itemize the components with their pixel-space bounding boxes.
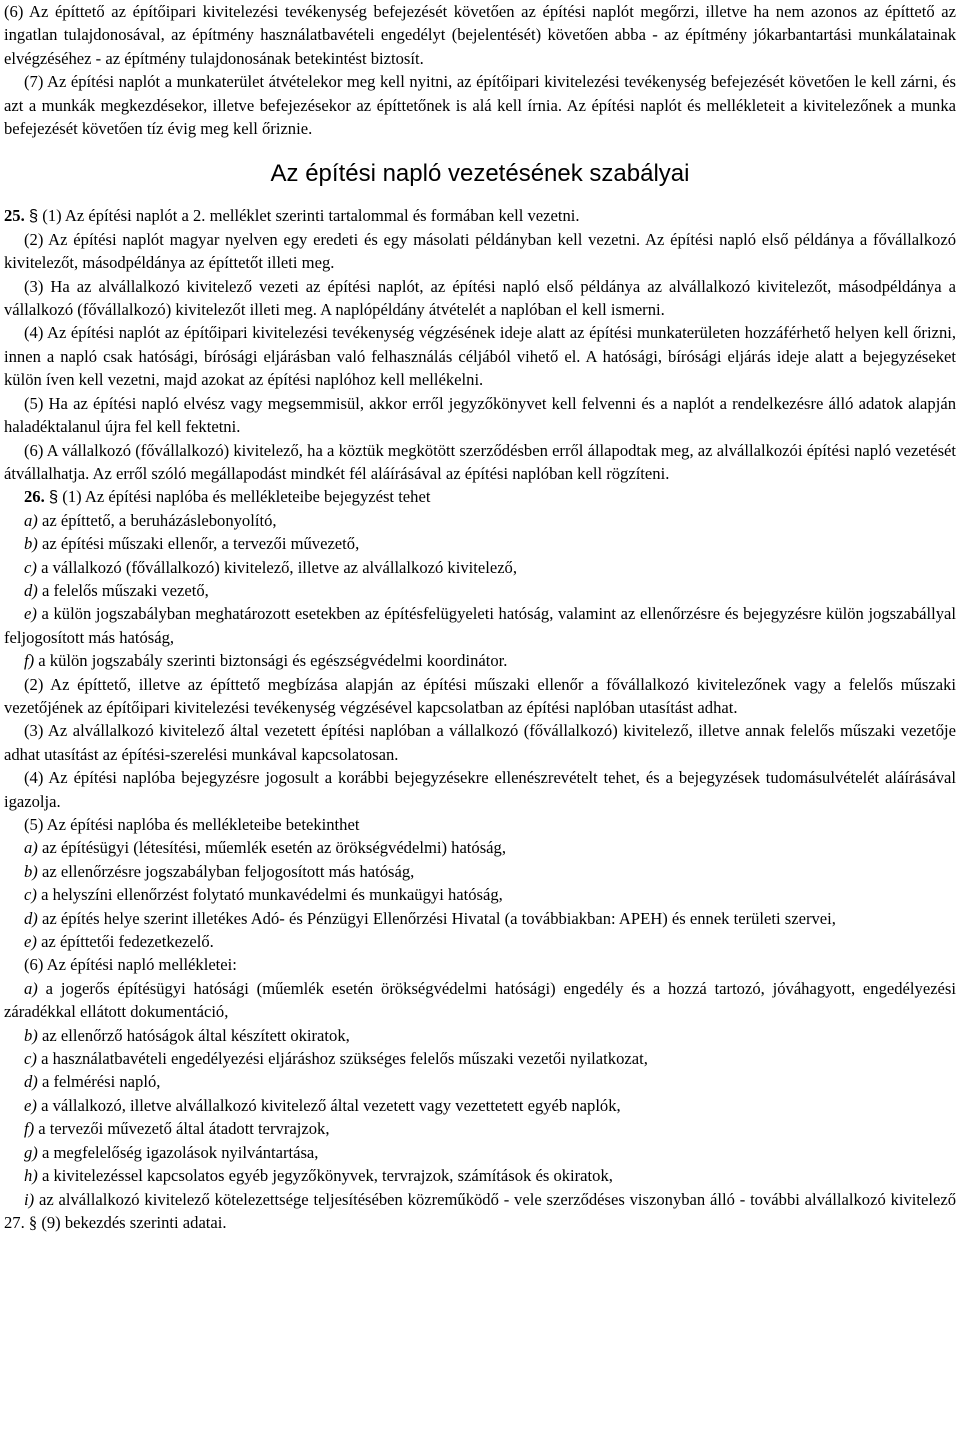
- list-letter: f): [24, 651, 35, 671]
- list-text: az ellenőrzésre jogszabályban feljogosított más hatóság,: [41, 861, 415, 881]
- list-letter: c): [24, 1049, 37, 1069]
- list-letter: f): [24, 1119, 35, 1139]
- list-item: [4, 1164, 956, 1187]
- list-text: az építésügyi (létesítési, műemlék esetén az örökségvédelmi) hatóság,: [41, 838, 506, 858]
- section-26-paragraph-4: (4) Az építési naplóba bejegyzésre jogosult a korábbi bejegyzésekre ellenészrevételt tehet, és a bejegyzések tudomásulvételét aláírásával igazolja.: [4, 768, 956, 811]
- list-letter: i): [24, 1189, 35, 1209]
- section-25-paragraph-4: (4) Az építési naplót az építőipari kivitelezési tevékenység végzésének ideje alatt az építési munkaterületen hozzáférhető helyen kell őrizni, innen a napló csak hatósági, bírósági eljárásban való felhasználás céljából vihető el. A hatósági, bírósági eljárás ideje alatt a bejegyzéseket külön íven kell vezetni, majd azokat az építési naplóhoz kell mellékelni.: [4, 323, 956, 390]
- section-25-paragraph-3: (3) Ha az alvállalkozó kivitelező vezeti az építési naplót, az építési napló első példánya az alvállalkozó kivitelezőt, másodpéldánya a vállalkozó (fővállalkozó) kivitelezőt illeti meg. A naplópéldány átvételét a naplóban el kell ismerni.: [4, 276, 956, 320]
- section-26-p1-text: (1) Az építési naplóba és mellékleteibe bejegyzést tehet: [62, 487, 431, 507]
- section-26-paragraph-6: (6) Az építési napló mellékletei:: [24, 955, 237, 975]
- list-item: [4, 1094, 956, 1117]
- section-25-number: 25.: [4, 206, 25, 226]
- list-item: [4, 579, 956, 602]
- list-item: [4, 1117, 956, 1140]
- list-text: az építési műszaki ellenőr, a tervezői művezető,: [41, 534, 360, 554]
- list-letter: h): [24, 1166, 38, 1186]
- section-25-paragraph-2: (2) Az építési naplót magyar nyelven egy eredeti és egy másolati példányban kell vezetni. Az építési napló első példánya a fővállalkozó kivitelezőt, másodpéldánya az építtetőt illeti meg.: [4, 229, 956, 273]
- list-item: [4, 649, 956, 672]
- section-heading: Az építési napló vezetésének szabályai: [270, 160, 690, 188]
- list-letter: d): [24, 1072, 38, 1092]
- list-item: [4, 1024, 956, 1047]
- list-item: [4, 1047, 956, 1070]
- list-text: a külön jogszabály szerinti biztonsági és egészségvédelmi koordinátor.: [38, 651, 508, 671]
- list-letter: d): [24, 908, 38, 928]
- list-item: [4, 509, 956, 532]
- list-letter: e): [24, 604, 37, 624]
- paragraph-6-top: (6) Az építtető az építőipari kivitelezési tevékenység befejezését követően az építési naplót megőrzi, illetve ha nem azonos az építtető az ingatlan tulajdonosával, az építmény használatbavételi engedélyt (bejelentését) követően abba - az építmény jókarbantartási munkálatainak elvégzéséhez - az építmény tulajdonosának betekintést biztosít.: [4, 2, 956, 68]
- list-item: [4, 836, 956, 859]
- list-item: [4, 907, 956, 930]
- list-text: a felmérési napló,: [41, 1072, 161, 1092]
- list-text: az alvállalkozó kivitelező kötelezettsége teljesítésében közreműködő - vele szerződéses viszonyban álló - további alvállalkozó kivitelező 27. § (9) bekezdés szerinti adatai.: [4, 1189, 956, 1232]
- list-letter: a): [24, 510, 38, 530]
- section-25-paragraph-5: (5) Ha az építési napló elvész vagy megsemmisül, akkor erről jegyzőkönyvet kell felvenni és a naplót a rendelkezésre álló adatok alapján haladéktalanul újra fel kell fektetni.: [4, 393, 956, 437]
- section-25-p1-text: (1) Az építési naplót a 2. melléklet szerinti tartalommal és formában kell vezetni.: [42, 206, 580, 226]
- list-letter: a): [24, 838, 38, 858]
- list-text: az építtető, a beruházáslebonyolító,: [41, 510, 277, 530]
- list-text: az építtetői fedezetkezelő.: [41, 932, 214, 952]
- section-26-number: 26.: [24, 487, 45, 507]
- list-text: a megfelelőség igazolások nyilvántartása,: [41, 1142, 319, 1162]
- list-letter: d): [24, 580, 38, 600]
- section-25-paragraph-1: [4, 204, 956, 227]
- list-item: [4, 602, 956, 649]
- list-text: a külön jogszabályban meghatározott esetekben az építésfelügyeleti hatóság, valamint az ellenőrzésre és bejegyzésre külön jogszabállyal feljogosított más hatóság,: [4, 604, 956, 647]
- list-text: a vállalkozó (fővállalkozó) kivitelező, illetve az alvállalkozó kivitelező,: [41, 557, 518, 577]
- list-letter: c): [24, 557, 37, 577]
- list-letter: e): [24, 1095, 37, 1115]
- list-item: [4, 1188, 956, 1235]
- list-text: az építés helye szerint illetékes Adó- és Pénzügyi Ellenőrzési Hivatal (a továbbiakban: APEH) és ennek területi szervei,: [41, 908, 836, 928]
- list-item: [4, 1141, 956, 1164]
- list-text: az ellenőrző hatóságok által készített okiratok,: [41, 1025, 350, 1045]
- list-text: a jogerős építésügyi hatósági (műemlék esetén örökségvédelmi hatósági) engedély és a hozzá tartozó, jóváhagyott, engedélyezési záradékkal ellátott dokumentáció,: [4, 978, 956, 1022]
- list-letter: c): [24, 885, 37, 905]
- section-26-paragraph-2: (2) Az építtető, illetve az építtető megbízása alapján az építési műszaki ellenőr a fővállalkozó kivitelezőnek vagy a felelős műszaki vezetőjének az építőipari kivitelezési tevékenység végzésével kapcsolatban az építési naplóban utasítást adhat.: [4, 674, 956, 717]
- list-text: a helyszíni ellenőrzést folytató munkavédelmi és munkaügyi hatóság,: [41, 885, 503, 905]
- list-item: [4, 1070, 956, 1093]
- list-letter: e): [24, 932, 37, 952]
- section-26-paragraph-1: [4, 485, 956, 508]
- list-text: a kivitelezéssel kapcsolatos egyéb jegyzőkönyvek, tervrajzok, számítások és okiratok,: [41, 1166, 613, 1186]
- list-item: [4, 556, 956, 579]
- list-text: a tervezői művezető által átadott tervrajzok,: [38, 1119, 330, 1139]
- section-26-paragraph-3: (3) Az alvállalkozó kivitelező által vezetett építési naplóban a vállalkozó (fővállalkozó) kivitelező, illetve annak felelős műszaki vezetője adhat utasítást az építési-szerelési munkával kapcsolatosan.: [4, 721, 956, 764]
- section-25-paragraph-6: (6) A vállalkozó (fővállalkozó) kivitelező, ha a köztük megkötött szerződésben erről állapodtak meg, az alvállalkozói építési napló vezetését átvállalhatja. Az erről szóló megállapodást mindkét fél aláírásával az építési naplóban kell rögzíteni.: [4, 440, 956, 483]
- list-letter: b): [24, 861, 38, 881]
- list-item: [4, 532, 956, 555]
- list-letter: b): [24, 1025, 38, 1045]
- section-26-paragraph-5: (5) Az építési naplóba és mellékleteibe betekinthet: [24, 815, 360, 834]
- list-item: [4, 860, 956, 883]
- section-sign: §: [28, 206, 39, 226]
- section-sign: §: [48, 487, 59, 507]
- list-item: [4, 977, 956, 1024]
- list-letter: a): [24, 978, 38, 998]
- list-letter: b): [24, 534, 38, 554]
- list-item: [4, 930, 956, 953]
- list-item: [4, 883, 956, 906]
- paragraph-7: (7) Az építési naplót a munkaterület átvételekor meg kell nyitni, az építőipari kivitelezési tevékenység befejezését követően le kell zárni, és azt a munkák megkezdésekor, illetve befejezésekor az építtetőnek is alá kell írnia. Az építési naplót és mellékleteit a kivitelezőnek a munka befejezését követően tíz évig meg kell őriznie.: [4, 72, 956, 139]
- list-text: a használatbavételi engedélyezési eljáráshoz szükséges felelős műszaki vezetői nyilatkozat,: [41, 1049, 648, 1069]
- list-letter: g): [24, 1142, 38, 1162]
- list-text: a vállalkozó, illetve alvállalkozó kivitelező által vezetett vagy vezettetett egyéb naplók,: [41, 1095, 621, 1115]
- list-text: a felelős műszaki vezető,: [41, 580, 209, 600]
